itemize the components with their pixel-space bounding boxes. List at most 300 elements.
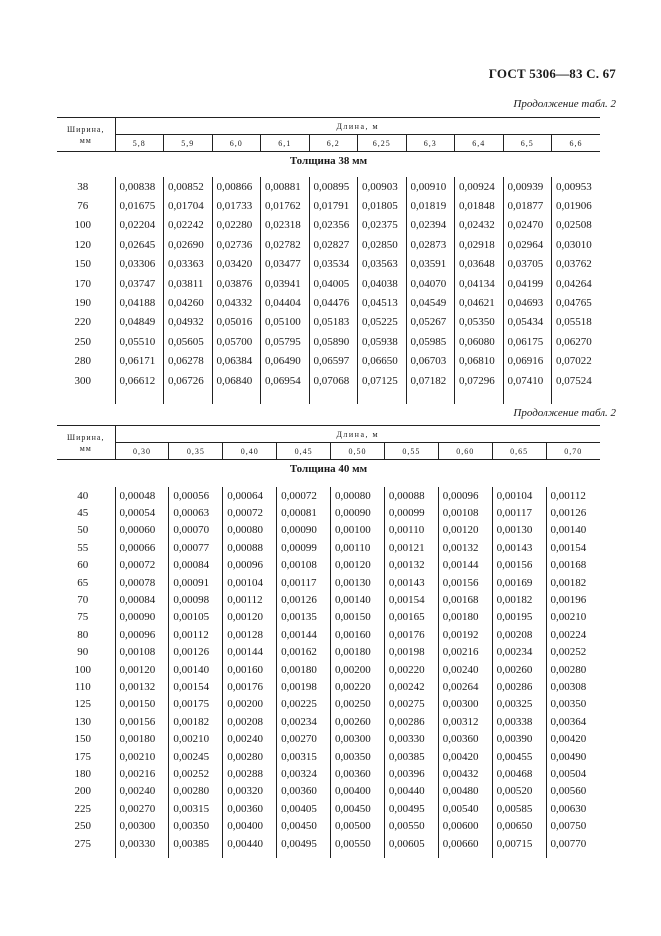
volume-cell: 0,00200 <box>331 661 385 678</box>
volume-cell: 0,00180 <box>277 661 331 678</box>
volume-cell: 0,00154 <box>169 678 223 695</box>
volume-cell: 0,00078 <box>115 574 169 591</box>
volume-cell: 0,03591 <box>406 255 455 274</box>
volume-cell: 0,00176 <box>223 678 277 695</box>
width-value: 150 <box>74 733 91 746</box>
volume-cell: 0,06490 <box>261 352 310 371</box>
volume-cell: 0,00150 <box>115 696 169 713</box>
volume-cell: 0,00091 <box>169 574 223 591</box>
table-row <box>57 293 600 312</box>
volume-cell: 0,00468 <box>492 765 546 782</box>
width-label: Ширина, <box>67 124 105 134</box>
volume-cell: 0,00126 <box>277 591 331 608</box>
volume-cell: 0,00088 <box>223 539 277 556</box>
volume-cell: 0,05518 <box>552 313 601 332</box>
width-value: 180 <box>74 767 91 780</box>
volume-cell: 0,00072 <box>277 487 331 504</box>
table-row <box>57 661 600 678</box>
volume-cell: 0,00881 <box>261 177 310 196</box>
volume-cell: 0,00156 <box>492 557 546 574</box>
table-row <box>57 313 600 332</box>
length-value: 5,9 <box>164 135 213 152</box>
volume-cell: 0,00308 <box>546 678 600 695</box>
volume-cell: 0,00750 <box>546 817 600 834</box>
volume-cell: 0,01762 <box>261 196 310 215</box>
volume-cell: 0,06840 <box>212 371 261 390</box>
volume-cell: 0,00117 <box>492 504 546 521</box>
volume-cell: 0,03941 <box>261 274 310 293</box>
length-value: 0,55 <box>384 443 438 460</box>
length-value: 0,35 <box>169 443 223 460</box>
volume-cell: 0,00132 <box>384 557 438 574</box>
volume-cell: 0,00320 <box>223 783 277 800</box>
volume-cell: 0,00200 <box>223 696 277 713</box>
volume-cell: 0,00175 <box>169 696 223 713</box>
table-row <box>57 216 600 235</box>
volume-cell: 0,01906 <box>552 196 601 215</box>
volume-cell: 0,00182 <box>546 574 600 591</box>
width-value: 150 <box>74 258 91 271</box>
volume-cell: 0,01877 <box>503 196 552 215</box>
volume-cell: 0,00108 <box>115 644 169 661</box>
header-row <box>57 118 600 135</box>
volume-cell: 0,06650 <box>358 352 407 371</box>
length-value: 0,60 <box>438 443 492 460</box>
continuation-note-2: Продолжение табл. 2 <box>513 407 616 419</box>
volume-cell: 0,00600 <box>438 817 492 834</box>
volume-cell: 0,00250 <box>331 696 385 713</box>
volume-cell: 0,05225 <box>358 313 407 332</box>
volume-cell: 0,00110 <box>331 539 385 556</box>
volume-cell: 0,00084 <box>115 591 169 608</box>
volume-cell: 0,00234 <box>277 713 331 730</box>
volume-cell: 0,00242 <box>384 678 438 695</box>
volume-cell: 0,02470 <box>503 216 552 235</box>
volume-cell: 0,06612 <box>115 371 164 390</box>
volume-cell: 0,00440 <box>384 783 438 800</box>
volume-cell: 0,05795 <box>261 332 310 351</box>
volume-cell: 0,00064 <box>223 487 277 504</box>
volume-cell: 0,00500 <box>331 817 385 834</box>
volume-cell: 0,05100 <box>261 313 310 332</box>
volume-cell: 0,02242 <box>164 216 213 235</box>
width-value: 76 <box>77 200 89 213</box>
width-value: 40 <box>77 489 89 502</box>
volume-cell: 0,00054 <box>115 504 169 521</box>
width-value: 220 <box>74 316 91 329</box>
width-value: 55 <box>77 541 89 554</box>
width-value: 80 <box>77 628 89 641</box>
volume-cell: 0,00132 <box>438 539 492 556</box>
volume-cell: 0,00156 <box>438 574 492 591</box>
volume-cell: 0,00168 <box>438 591 492 608</box>
width-value: 300 <box>74 374 91 387</box>
volume-cell: 0,02873 <box>406 235 455 254</box>
volume-cell: 0,00182 <box>169 713 223 730</box>
volume-cell: 0,06278 <box>164 352 213 371</box>
volume-cell: 0,00096 <box>115 626 169 643</box>
volume-cell: 0,00350 <box>331 748 385 765</box>
width-value: 90 <box>77 646 89 659</box>
volume-cell: 0,02394 <box>406 216 455 235</box>
volume-cell: 0,00084 <box>169 557 223 574</box>
length-value: 0,50 <box>331 443 385 460</box>
volume-cell: 0,00112 <box>223 591 277 608</box>
volume-cell: 0,02850 <box>358 235 407 254</box>
volume-cell: 0,00252 <box>546 644 600 661</box>
volume-cell: 0,00165 <box>384 609 438 626</box>
volume-cell: 0,00180 <box>438 609 492 626</box>
volume-cell: 0,00220 <box>331 678 385 695</box>
volume-cell: 0,00126 <box>546 504 600 521</box>
volume-cell: 0,00182 <box>492 591 546 608</box>
volume-cell: 0,06954 <box>261 371 310 390</box>
volume-cell: 0,02782 <box>261 235 310 254</box>
volume-cell: 0,02918 <box>455 235 504 254</box>
volume-cell: 0,00650 <box>492 817 546 834</box>
volume-cell: 0,00176 <box>384 626 438 643</box>
volume-cell: 0,06171 <box>115 352 164 371</box>
volume-cell: 0,00450 <box>331 800 385 817</box>
volume-cell: 0,00939 <box>503 177 552 196</box>
length-value: 6,5 <box>503 135 552 152</box>
table-row <box>57 255 600 274</box>
volume-cell: 0,00180 <box>115 730 169 747</box>
volume-cell: 0,00120 <box>223 609 277 626</box>
volume-cell: 0,00130 <box>492 522 546 539</box>
volume-cell: 0,00180 <box>331 644 385 661</box>
volume-cell: 0,00924 <box>455 177 504 196</box>
volume-cell: 0,00208 <box>223 713 277 730</box>
volume-cell: 0,00100 <box>331 522 385 539</box>
thickness-row <box>57 152 600 178</box>
volume-cell: 0,00420 <box>546 730 600 747</box>
volume-cell: 0,05434 <box>503 313 552 332</box>
volume-cell: 0,00117 <box>277 574 331 591</box>
volume-cell: 0,00895 <box>309 177 358 196</box>
volume-cell: 0,00396 <box>384 765 438 782</box>
volume-cell: 0,00112 <box>546 487 600 504</box>
volume-cell: 0,00144 <box>438 557 492 574</box>
volume-cell: 0,00099 <box>384 504 438 521</box>
table-row <box>57 332 600 351</box>
volume-cell: 0,05700 <box>212 332 261 351</box>
volume-cell: 0,00550 <box>331 835 385 852</box>
volume-cell: 0,01791 <box>309 196 358 215</box>
thickness-label: Толщина 40 мм <box>57 460 600 488</box>
volume-cell: 0,00953 <box>552 177 601 196</box>
volume-cell: 0,04134 <box>455 274 504 293</box>
volume-cell: 0,00224 <box>546 626 600 643</box>
volume-cell: 0,07068 <box>309 371 358 390</box>
volume-cell: 0,00048 <box>115 487 169 504</box>
width-value: 120 <box>74 238 91 251</box>
length-value: 6,2 <box>309 135 358 152</box>
volume-cell: 0,00056 <box>169 487 223 504</box>
volume-cell: 0,01805 <box>358 196 407 215</box>
volume-cell: 0,00324 <box>277 765 331 782</box>
volume-cell: 0,07125 <box>358 371 407 390</box>
length-value: 0,30 <box>115 443 169 460</box>
width-column-header <box>57 118 115 152</box>
volume-cell: 0,00490 <box>546 748 600 765</box>
width-value: 100 <box>74 219 91 232</box>
length-value: 5,8 <box>115 135 164 152</box>
volume-cell: 0,02280 <box>212 216 261 235</box>
table-row <box>57 196 600 215</box>
volume-cell: 0,03420 <box>212 255 261 274</box>
volume-cell: 0,04188 <box>115 293 164 312</box>
volume-cell: 0,00550 <box>384 817 438 834</box>
volume-cell: 0,00260 <box>492 661 546 678</box>
volume-cell: 0,00910 <box>406 177 455 196</box>
volume-cell: 0,00385 <box>169 835 223 852</box>
volume-cell: 0,00300 <box>438 696 492 713</box>
table-row <box>57 504 600 521</box>
volume-cell: 0,00208 <box>492 626 546 643</box>
length-value: 0,70 <box>546 443 600 460</box>
volume-cell: 0,00169 <box>492 574 546 591</box>
volume-cell: 0,00300 <box>331 730 385 747</box>
volume-cell: 0,06270 <box>552 332 601 351</box>
header-row <box>57 426 600 443</box>
thickness-row <box>57 460 600 488</box>
volume-cell: 0,00198 <box>277 678 331 695</box>
width-value: 65 <box>77 576 89 589</box>
width-label: Ширина, <box>67 432 105 442</box>
volume-cell: 0,00450 <box>277 817 331 834</box>
volume-cell: 0,02690 <box>164 235 213 254</box>
volume-cell: 0,00245 <box>169 748 223 765</box>
volume-cell: 0,00198 <box>384 644 438 661</box>
volume-cell: 0,00390 <box>492 730 546 747</box>
volume-cell: 0,00144 <box>277 626 331 643</box>
volume-cell: 0,00270 <box>277 730 331 747</box>
volume-cell: 0,00154 <box>384 591 438 608</box>
volume-cell: 0,01733 <box>212 196 261 215</box>
volume-cell: 0,02964 <box>503 235 552 254</box>
volume-cell: 0,00104 <box>223 574 277 591</box>
volume-cell: 0,03477 <box>261 255 310 274</box>
volume-cell: 0,01704 <box>164 196 213 215</box>
volume-cell: 0,02645 <box>115 235 164 254</box>
volume-cell: 0,06384 <box>212 352 261 371</box>
table-row <box>57 783 600 800</box>
volume-cell: 0,00098 <box>169 591 223 608</box>
volume-cell: 0,00088 <box>384 487 438 504</box>
volume-cell: 0,00325 <box>492 696 546 713</box>
volume-cell: 0,00154 <box>546 539 600 556</box>
volume-cell: 0,02356 <box>309 216 358 235</box>
volume-cell: 0,04264 <box>552 274 601 293</box>
width-value: 60 <box>77 559 89 572</box>
volume-cell: 0,00128 <box>223 626 277 643</box>
volume-cell: 0,00338 <box>492 713 546 730</box>
table-row <box>57 557 600 574</box>
volume-cell: 0,00385 <box>384 748 438 765</box>
volume-cell: 0,03762 <box>552 255 601 274</box>
volume-cell: 0,00585 <box>492 800 546 817</box>
volume-cell: 0,02508 <box>552 216 601 235</box>
volume-cell: 0,00140 <box>331 591 385 608</box>
volume-cell: 0,07296 <box>455 371 504 390</box>
volume-cell: 0,04932 <box>164 313 213 332</box>
volume-cell: 0,00715 <box>492 835 546 852</box>
width-value: 280 <box>74 355 91 368</box>
length-values-row <box>57 135 600 152</box>
volume-cell: 0,00096 <box>438 487 492 504</box>
volume-cell: 0,00063 <box>169 504 223 521</box>
volume-cell: 0,00252 <box>169 765 223 782</box>
width-value: 200 <box>74 785 91 798</box>
table-thickness-38 <box>57 117 600 404</box>
volume-cell: 0,05510 <box>115 332 164 351</box>
length-header: Длина, м <box>115 426 600 443</box>
width-unit: мм <box>79 135 92 145</box>
volume-cell: 0,00300 <box>115 817 169 834</box>
table-row <box>57 591 600 608</box>
width-value: 225 <box>74 802 91 815</box>
width-value: 110 <box>74 680 91 693</box>
volume-cell: 0,04513 <box>358 293 407 312</box>
volume-cell: 0,00286 <box>384 713 438 730</box>
volume-cell: 0,03705 <box>503 255 552 274</box>
volume-cell: 0,00216 <box>115 765 169 782</box>
table-row <box>57 817 600 834</box>
table-row <box>57 678 600 695</box>
volume-cell: 0,00210 <box>169 730 223 747</box>
volume-cell: 0,00077 <box>169 539 223 556</box>
volume-cell: 0,00132 <box>115 678 169 695</box>
table-row <box>57 352 600 371</box>
volume-cell: 0,04005 <box>309 274 358 293</box>
volume-cell: 0,02375 <box>358 216 407 235</box>
volume-cell: 0,00480 <box>438 783 492 800</box>
volume-cell: 0,00630 <box>546 800 600 817</box>
volume-cell: 0,00108 <box>438 504 492 521</box>
width-value: 50 <box>77 524 89 537</box>
volume-cell: 0,04621 <box>455 293 504 312</box>
volume-cell: 0,05350 <box>455 313 504 332</box>
volume-cell: 0,00315 <box>277 748 331 765</box>
volume-cell: 0,00903 <box>358 177 407 196</box>
volume-cell: 0,00090 <box>115 609 169 626</box>
table-row <box>57 765 600 782</box>
volume-cell: 0,00110 <box>384 522 438 539</box>
volume-cell: 0,00275 <box>384 696 438 713</box>
volume-cell: 0,07022 <box>552 352 601 371</box>
volume-cell: 0,03747 <box>115 274 164 293</box>
volume-cell: 0,00144 <box>223 644 277 661</box>
volume-cell: 0,07524 <box>552 371 601 390</box>
volume-cell: 0,00140 <box>169 661 223 678</box>
volume-cell: 0,00160 <box>331 626 385 643</box>
volume-cell: 0,00286 <box>492 678 546 695</box>
volume-cell: 0,00112 <box>169 626 223 643</box>
volume-cell: 0,02736 <box>212 235 261 254</box>
volume-cell: 0,00350 <box>169 817 223 834</box>
volume-cell: 0,05985 <box>406 332 455 351</box>
volume-cell: 0,03648 <box>455 255 504 274</box>
volume-cell: 0,00143 <box>492 539 546 556</box>
volume-cell: 0,00234 <box>492 644 546 661</box>
volume-cell: 0,00120 <box>331 557 385 574</box>
volume-cell: 0,00099 <box>277 539 331 556</box>
table-row <box>57 748 600 765</box>
length-value: 6,6 <box>552 135 601 152</box>
table-row <box>57 274 600 293</box>
volume-cell: 0,00350 <box>546 696 600 713</box>
width-column-header <box>57 426 115 460</box>
width-value: 100 <box>74 663 91 676</box>
table-row <box>57 539 600 556</box>
table-row <box>57 574 600 591</box>
width-value: 170 <box>74 277 91 290</box>
table-row <box>57 371 600 390</box>
volume-cell: 0,00120 <box>438 522 492 539</box>
volume-cell: 0,00240 <box>115 783 169 800</box>
width-value: 190 <box>74 297 91 310</box>
length-value: 6,4 <box>455 135 504 152</box>
width-value: 175 <box>74 750 91 763</box>
length-value: 0,65 <box>492 443 546 460</box>
width-value: 75 <box>77 611 89 624</box>
volume-cell: 0,00288 <box>223 765 277 782</box>
volume-cell: 0,00156 <box>115 713 169 730</box>
volume-cell: 0,00770 <box>546 835 600 852</box>
volume-cell: 0,00195 <box>492 609 546 626</box>
volume-cell: 0,03010 <box>552 235 601 254</box>
width-value: 250 <box>74 335 91 348</box>
volume-cell: 0,01819 <box>406 196 455 215</box>
table-row <box>57 626 600 643</box>
volume-cell: 0,01848 <box>455 196 504 215</box>
volume-cell: 0,00210 <box>546 609 600 626</box>
volume-cell: 0,05183 <box>309 313 358 332</box>
table-row <box>57 235 600 254</box>
volume-cell: 0,06810 <box>455 352 504 371</box>
volume-cell: 0,02432 <box>455 216 504 235</box>
volume-cell: 0,00605 <box>384 835 438 852</box>
volume-cell: 0,00280 <box>223 748 277 765</box>
volume-cell: 0,00192 <box>438 626 492 643</box>
length-value: 6,0 <box>212 135 261 152</box>
volume-cell: 0,00120 <box>115 661 169 678</box>
volume-cell: 0,00360 <box>438 730 492 747</box>
volume-cell: 0,00264 <box>438 678 492 695</box>
table-row <box>57 177 600 196</box>
length-header: Длина, м <box>115 118 600 135</box>
width-unit: мм <box>79 443 92 453</box>
table-tail <box>57 852 600 858</box>
volume-cell: 0,00405 <box>277 800 331 817</box>
table-row <box>57 835 600 852</box>
volume-cell: 0,00560 <box>546 783 600 800</box>
volume-cell: 0,03363 <box>164 255 213 274</box>
volume-cell: 0,05016 <box>212 313 261 332</box>
volume-cell: 0,00072 <box>115 557 169 574</box>
volume-cell: 0,00105 <box>169 609 223 626</box>
volume-cell: 0,00210 <box>115 748 169 765</box>
volume-cell: 0,00866 <box>212 177 261 196</box>
volume-cell: 0,04549 <box>406 293 455 312</box>
volume-cell: 0,04260 <box>164 293 213 312</box>
width-value: 38 <box>77 180 89 193</box>
volume-cell: 0,04693 <box>503 293 552 312</box>
volume-cell: 0,04070 <box>406 274 455 293</box>
table-thickness-40 <box>57 425 600 858</box>
table-tail <box>57 390 600 404</box>
